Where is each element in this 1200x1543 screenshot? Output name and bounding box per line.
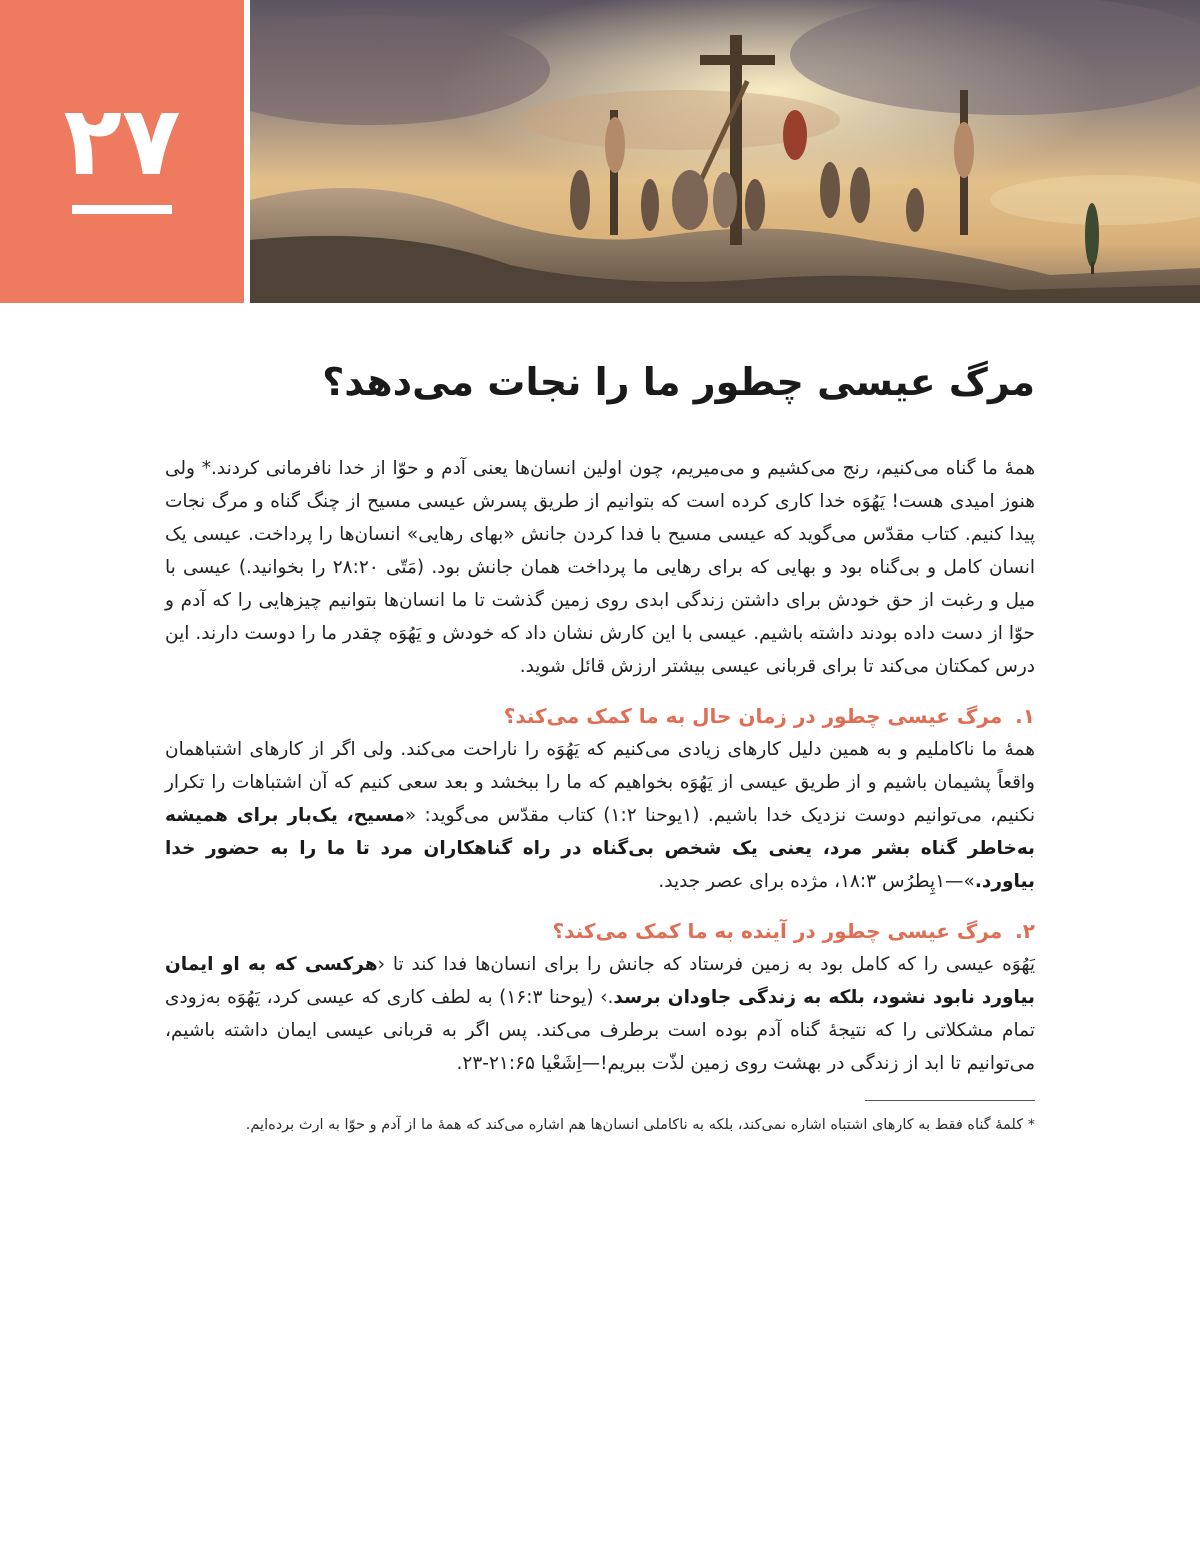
section-2-paragraph — [165, 948, 1035, 1080]
section-1-heading-text: مرگ عیسی چطور در زمان حال به ما کمک می‌کند؟ — [503, 704, 1003, 728]
lesson-number-underline — [72, 205, 172, 214]
section-1-heading — [165, 701, 1035, 731]
section-2-number: ۲. — [1015, 919, 1035, 943]
section-1-number: ۱. — [1015, 704, 1035, 728]
footnote: * کلمهٔ گناه فقط به کارهای اشتباه اشاره نمی‌کند، بلکه به ناکاملی انسان‌ها هم اشاره می‌کند که همهٔ ما از آدم و حوّا به ارث برده‌ایم. — [245, 1117, 1035, 1133]
lesson-header — [0, 0, 1200, 303]
hero-image — [250, 0, 1200, 303]
crucifixion-scene-illustration — [250, 0, 1200, 303]
section-2-heading — [165, 916, 1035, 946]
section-1-text-before: همهٔ ما ناکاملیم و به همین دلیل کارهای زیادی می‌کنیم که یَهُوَه را ناراحت می‌کند. ولی اگر از کارهای اشتباهمان واقعاً پشیمان باشیم و از طریق عیسی از یَهُوَه بخواهیم که ما را ببخشد و بعد سعی کنیم که آن اشتباهات را تکرار نکنیم، می‌توانیم دوست نزدیک خدا باشیم. (۱یوحنا ۱:۲) کتاب مقدّس می‌گوید: « — [165, 739, 1035, 826]
section-2-text-before: یَهُوَه عیسی را که کامل بود به زمین فرستاد که جانش را برای انسان‌ها فدا کند تا ‹ — [377, 954, 1035, 975]
section-1-text-after: »—۱پِطرُس ۱۸:۳، مژده برای عصر جدید. — [658, 871, 975, 892]
lesson-body — [165, 452, 1035, 1139]
section-1-scripture-quote: مسیح، یک‌بار برای همیشه به‌خاطر گناه بشر مرد، یعنی یک شخص بی‌گناه در راه گناهکاران مرد تا ما را به حضور خدا بیاورد. — [165, 805, 1035, 892]
section-2-heading-text: مرگ عیسی چطور در آینده به ما کمک می‌کند؟ — [552, 919, 1003, 943]
section-1-paragraph — [165, 733, 1035, 898]
lesson-number-badge — [0, 0, 244, 303]
lesson-title: مرگ عیسی چطور ما را نجات می‌دهد؟ — [322, 360, 1035, 404]
footnote-divider — [865, 1100, 1035, 1101]
lesson-number: ۲۷ — [63, 85, 181, 197]
intro-paragraph: همهٔ ما گناه می‌کنیم، رنج می‌کشیم و می‌میریم، چون اولین انسان‌ها یعنی آدم و حوّا از خدا نافرمانی کردند.* ولی هنوز امیدی هست! یَهُوَه خدا کاری کرده است که بتوانیم از طریق پسرش عیسی مسیح از چنگ گناه و مرگ نجات پیدا کنیم. کتاب مقدّس می‌گوید که عیسی مسیح با فدا کردن جانش «بهای رهایی» انسان‌ها را پرداخت. عیسی یک انسان کامل و بی‌گناه بود و بهایی که برای رهایی ما پرداخت همان جانش بود. (مَتّی ۲۸:۲۰ را بخوانید.) عیسی با میل و رغبت از حق خودش برای داشتن زندگی ابدی روی زمین گذشت تا ما انسان‌ها بتوانیم چیزهایی را که آدم و حوّا از دست داده بودند داشته باشیم. عیسی با این کارش نشان داد که خودش و یَهُوَه چقدر ما را دوست دارند. این درس کمکتان می‌کند تا برای قربانی عیسی بیشتر ارزش قائل شوید. — [165, 458, 1035, 677]
section-2-text-after: .› (یوحنا ۱۶:۳) به لطف کاری که عیسی کرد، یَهُوَه به‌زودی تمام مشکلاتی را که نتیجهٔ گناه آدم بوده است برطرف می‌کند. پس اگر به قربانی عیسی ایمان داشته باشیم، می‌توانیم تا ابد از زندگی در بهشت روی زمین لذّت ببریم!—اِشَعْیا ۲۱:۶۵-۲۳. — [165, 987, 1035, 1074]
section-2-scripture-quote: هرکسی که به او ایمان بیاورد نابود نشود، بلکه به زندگی جاودان برسد — [165, 954, 1036, 1008]
